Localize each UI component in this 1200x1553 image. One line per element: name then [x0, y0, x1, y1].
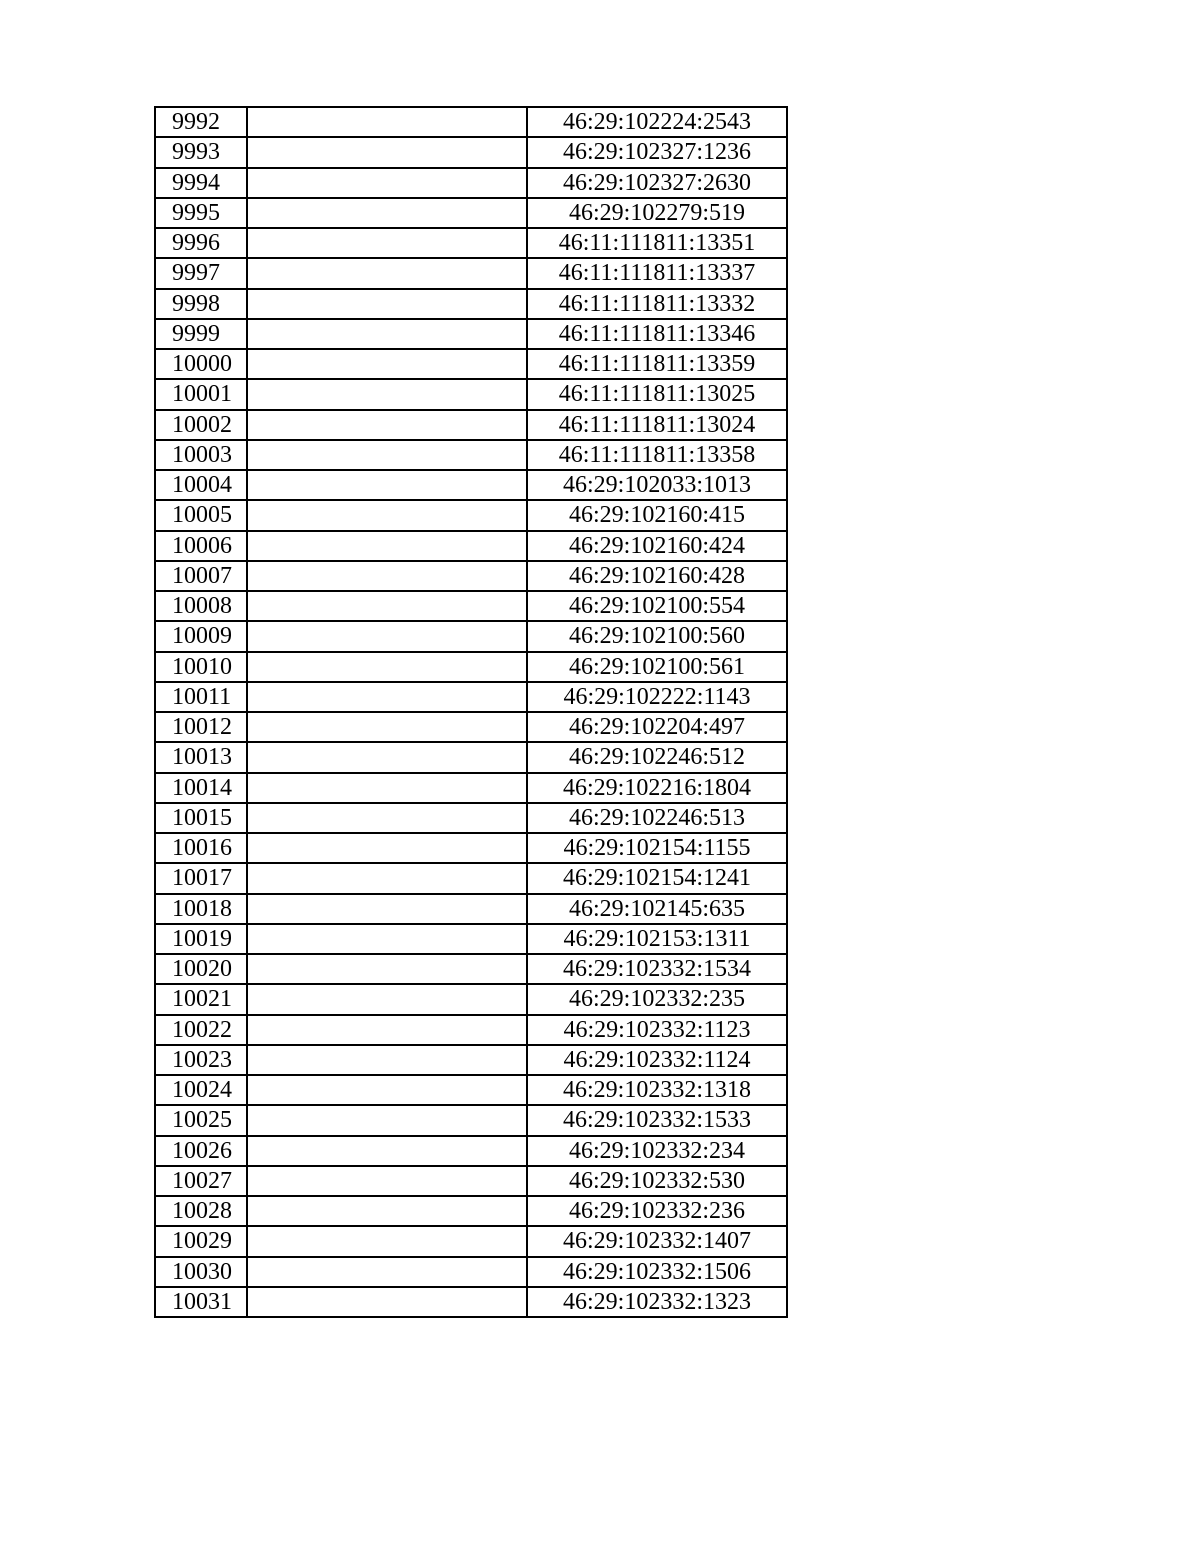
empty-cell [247, 924, 527, 954]
cadastral-number-cell: 46:29:102332:1533 [527, 1105, 787, 1135]
table-row [155, 803, 787, 833]
row-number-cell: 9999 [155, 319, 247, 349]
cadastral-number-cell: 46:29:102100:560 [527, 621, 787, 651]
row-number-cell: 10022 [155, 1015, 247, 1045]
row-number-cell: 10031 [155, 1287, 247, 1317]
row-number-cell: 10013 [155, 742, 247, 772]
table-row [155, 561, 787, 591]
cadastral-number-cell: 46:29:102279:519 [527, 198, 787, 228]
table-row [155, 742, 787, 772]
empty-cell [247, 863, 527, 893]
table-row [155, 410, 787, 440]
table-row [155, 1196, 787, 1226]
empty-cell [247, 591, 527, 621]
table-row [155, 440, 787, 470]
cadastral-number-cell: 46:29:102332:1534 [527, 954, 787, 984]
cadastral-number-cell: 46:11:111811:13337 [527, 258, 787, 288]
table-row [155, 924, 787, 954]
table-row [155, 984, 787, 1014]
table-row [155, 712, 787, 742]
empty-cell [247, 652, 527, 682]
table-row [155, 319, 787, 349]
empty-cell [247, 1015, 527, 1045]
empty-cell [247, 833, 527, 863]
empty-cell [247, 1075, 527, 1105]
empty-cell [247, 379, 527, 409]
empty-cell [247, 107, 527, 137]
empty-cell [247, 1226, 527, 1256]
cadastral-number-cell: 46:29:102332:234 [527, 1136, 787, 1166]
empty-cell [247, 137, 527, 167]
table-row [155, 863, 787, 893]
cadastral-number-cell: 46:29:102100:561 [527, 652, 787, 682]
row-number-cell: 9997 [155, 258, 247, 288]
cadastral-number-cell: 46:29:102332:1407 [527, 1226, 787, 1256]
table-row [155, 258, 787, 288]
table-row [155, 1075, 787, 1105]
table-row [155, 198, 787, 228]
row-number-cell: 10011 [155, 682, 247, 712]
table-row [155, 1287, 787, 1317]
table-row [155, 500, 787, 530]
row-number-cell: 10019 [155, 924, 247, 954]
empty-cell [247, 894, 527, 924]
empty-cell [247, 561, 527, 591]
cadastral-number-cell: 46:29:102332:1124 [527, 1045, 787, 1075]
table-body [155, 107, 787, 1317]
cadastral-number-cell: 46:29:102332:1123 [527, 1015, 787, 1045]
cadastral-number-cell: 46:29:102204:497 [527, 712, 787, 742]
table-row [155, 168, 787, 198]
row-number-cell: 10028 [155, 1196, 247, 1226]
row-number-cell: 10021 [155, 984, 247, 1014]
empty-cell [247, 1105, 527, 1135]
table-row [155, 1015, 787, 1045]
row-number-cell: 10005 [155, 500, 247, 530]
table-row [155, 833, 787, 863]
row-number-cell: 10001 [155, 379, 247, 409]
table-row [155, 470, 787, 500]
cadastral-number-cell: 46:29:102100:554 [527, 591, 787, 621]
empty-cell [247, 1136, 527, 1166]
row-number-cell: 10020 [155, 954, 247, 984]
empty-cell [247, 289, 527, 319]
row-number-cell: 10017 [155, 863, 247, 893]
empty-cell [247, 712, 527, 742]
table-row [155, 137, 787, 167]
table-row [155, 349, 787, 379]
row-number-cell: 10027 [155, 1166, 247, 1196]
row-number-cell: 10014 [155, 773, 247, 803]
empty-cell [247, 349, 527, 379]
cadastral-number-cell: 46:29:102153:1311 [527, 924, 787, 954]
cadastral-number-cell: 46:29:102224:2543 [527, 107, 787, 137]
cadastral-number-cell: 46:29:102222:1143 [527, 682, 787, 712]
row-number-cell: 10006 [155, 531, 247, 561]
cadastral-number-cell: 46:29:102216:1804 [527, 773, 787, 803]
empty-cell [247, 319, 527, 349]
row-number-cell: 10010 [155, 652, 247, 682]
cadastral-number-cell: 46:29:102332:1323 [527, 1287, 787, 1317]
cadastral-number-cell: 46:29:102327:2630 [527, 168, 787, 198]
table-row [155, 379, 787, 409]
row-number-cell: 10000 [155, 349, 247, 379]
cadastral-number-cell: 46:29:102332:236 [527, 1196, 787, 1226]
empty-cell [247, 682, 527, 712]
row-number-cell: 9996 [155, 228, 247, 258]
cadastral-number-cell: 46:29:102154:1241 [527, 863, 787, 893]
cadastral-number-cell: 46:29:102332:1506 [527, 1257, 787, 1287]
cadastral-number-cell: 46:29:102327:1236 [527, 137, 787, 167]
row-number-cell: 10004 [155, 470, 247, 500]
table-row [155, 1257, 787, 1287]
row-number-cell: 10016 [155, 833, 247, 863]
row-number-cell: 10030 [155, 1257, 247, 1287]
empty-cell [247, 984, 527, 1014]
empty-cell [247, 954, 527, 984]
row-number-cell: 10029 [155, 1226, 247, 1256]
empty-cell [247, 1196, 527, 1226]
cadastral-number-cell: 46:11:111811:13024 [527, 410, 787, 440]
empty-cell [247, 500, 527, 530]
table-row [155, 773, 787, 803]
table-row [155, 682, 787, 712]
empty-cell [247, 228, 527, 258]
cadastral-number-cell: 46:29:102332:1318 [527, 1075, 787, 1105]
table-row [155, 1166, 787, 1196]
row-number-cell: 10025 [155, 1105, 247, 1135]
table-row [155, 1045, 787, 1075]
empty-cell [247, 621, 527, 651]
row-number-cell: 9998 [155, 289, 247, 319]
table-row [155, 894, 787, 924]
table-row [155, 107, 787, 137]
table-row [155, 591, 787, 621]
empty-cell [247, 258, 527, 288]
row-number-cell: 10007 [155, 561, 247, 591]
table-row [155, 954, 787, 984]
row-number-cell: 10009 [155, 621, 247, 651]
cadastral-number-cell: 46:11:111811:13346 [527, 319, 787, 349]
cadastral-number-cell: 46:29:102332:530 [527, 1166, 787, 1196]
table-row [155, 228, 787, 258]
empty-cell [247, 773, 527, 803]
table-row [155, 1105, 787, 1135]
empty-cell [247, 803, 527, 833]
cadastral-number-cell: 46:11:111811:13358 [527, 440, 787, 470]
row-number-cell: 10015 [155, 803, 247, 833]
cadastral-number-cell: 46:29:102160:415 [527, 500, 787, 530]
table-row [155, 1136, 787, 1166]
empty-cell [247, 410, 527, 440]
row-number-cell: 10026 [155, 1136, 247, 1166]
table-row [155, 1226, 787, 1256]
data-table [154, 106, 788, 1318]
empty-cell [247, 198, 527, 228]
empty-cell [247, 742, 527, 772]
row-number-cell: 10018 [155, 894, 247, 924]
empty-cell [247, 531, 527, 561]
table-row [155, 621, 787, 651]
row-number-cell: 10024 [155, 1075, 247, 1105]
empty-cell [247, 440, 527, 470]
cadastral-number-cell: 46:11:111811:13025 [527, 379, 787, 409]
empty-cell [247, 168, 527, 198]
row-number-cell: 10008 [155, 591, 247, 621]
row-number-cell: 10023 [155, 1045, 247, 1075]
cadastral-number-cell: 46:29:102160:428 [527, 561, 787, 591]
table-row [155, 289, 787, 319]
row-number-cell: 9992 [155, 107, 247, 137]
cadastral-number-cell: 46:29:102033:1013 [527, 470, 787, 500]
row-number-cell: 10002 [155, 410, 247, 440]
empty-cell [247, 1045, 527, 1075]
cadastral-number-cell: 46:11:111811:13332 [527, 289, 787, 319]
table-row [155, 652, 787, 682]
cadastral-number-cell: 46:29:102154:1155 [527, 833, 787, 863]
row-number-cell: 9995 [155, 198, 247, 228]
empty-cell [247, 1257, 527, 1287]
cadastral-number-cell: 46:29:102246:513 [527, 803, 787, 833]
row-number-cell: 9993 [155, 137, 247, 167]
cadastral-number-cell: 46:29:102332:235 [527, 984, 787, 1014]
cadastral-number-cell: 46:11:111811:13359 [527, 349, 787, 379]
cadastral-number-cell: 46:29:102160:424 [527, 531, 787, 561]
empty-cell [247, 1287, 527, 1317]
cadastral-number-cell: 46:29:102145:635 [527, 894, 787, 924]
row-number-cell: 10012 [155, 712, 247, 742]
row-number-cell: 10003 [155, 440, 247, 470]
cadastral-number-cell: 46:29:102246:512 [527, 742, 787, 772]
empty-cell [247, 470, 527, 500]
row-number-cell: 9994 [155, 168, 247, 198]
cadastral-number-cell: 46:11:111811:13351 [527, 228, 787, 258]
table-row [155, 531, 787, 561]
empty-cell [247, 1166, 527, 1196]
